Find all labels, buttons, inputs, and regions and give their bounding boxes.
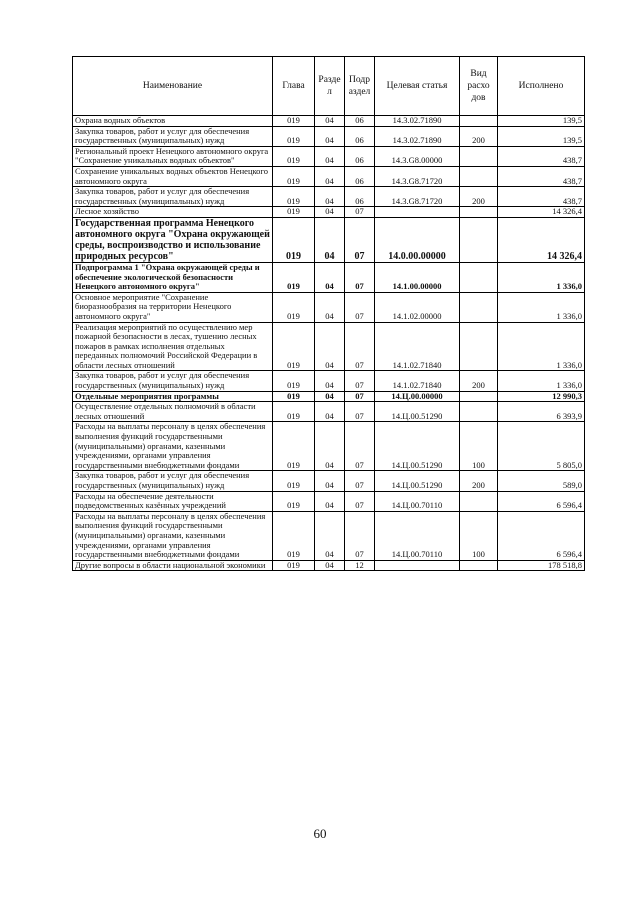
cell-amount: 438,7 (498, 146, 585, 166)
cell-expense-type (460, 166, 498, 186)
cell-amount: 1 336,0 (498, 292, 585, 322)
table-row (73, 187, 585, 207)
page-number: 60 (313, 826, 327, 841)
cell-section: 04 (315, 322, 345, 371)
cell-amount: 6 393,9 (498, 402, 585, 422)
cell-amount: 139,5 (498, 126, 585, 146)
table-row (73, 146, 585, 166)
cell-expense-type (460, 560, 498, 571)
cell-section: 04 (315, 402, 345, 422)
table-row (73, 402, 585, 422)
table-row-program (73, 217, 585, 262)
cell-expense-type: 100 (460, 511, 498, 560)
cell-expense-type: 200 (460, 371, 498, 391)
cell-name: Расходы на выплаты персоналу в целях обеспечения выполнения функций государственными (муниципальными) органами, казенными учреждениями, органами управления государственными внебюджетными фондами (73, 511, 273, 560)
cell-chapter: 019 (273, 491, 315, 511)
cell-name: Осуществление отдельных полномочий в области лесных отношений (73, 402, 273, 422)
cell-chapter: 019 (273, 126, 315, 146)
cell-name: Закупка товаров, работ и услуг для обеспечения государственных (муниципальных) нужд (73, 371, 273, 391)
header-chapter: Глава (273, 57, 315, 116)
cell-amount: 178 518,8 (498, 560, 585, 571)
cell-target: 14.Ц.00.70110 (375, 491, 460, 511)
table-row (73, 371, 585, 391)
cell-target: 14.0.00.00000 (375, 217, 460, 262)
cell-subsection: 07 (345, 292, 375, 322)
cell-chapter: 019 (273, 422, 315, 471)
cell-name: Основное мероприятие "Сохранение биоразнообразия на территории Ненецкого автономного округа" (73, 292, 273, 322)
cell-name: Расходы на выплаты персоналу в целях обеспечения выполнения функций государственными (муниципальными) органами, казенными учреждениями, органами управления государственными внебюджетными фондами (73, 422, 273, 471)
cell-subsection: 07 (345, 391, 375, 402)
cell-target: 14.1.00.00000 (375, 262, 460, 292)
header-expense-type: Вид расхо дов (460, 57, 498, 116)
header-section: Разде л (315, 57, 345, 116)
cell-section: 04 (315, 116, 345, 127)
table-row (73, 292, 585, 322)
cell-name: Государственная программа Ненецкого автономного округа "Охрана окружающей среды, воспроизводство и использование природных ресурсов" (73, 217, 273, 262)
cell-expense-type: 100 (460, 422, 498, 471)
cell-expense-type (460, 322, 498, 371)
cell-name: Реализация мероприятий по осуществлению мер пожарной безопасности в лесах, тушению лесных пожаров в рамках исполнения отдельных переданных полномочий Российской Федерации в области лесных отношений (73, 322, 273, 371)
cell-section: 04 (315, 471, 345, 491)
cell-amount: 589,0 (498, 471, 585, 491)
header-name: Наименование (73, 57, 273, 116)
cell-name: Лесное хозяйство (73, 207, 273, 218)
cell-name: Подпрограмма 1 "Охрана окружающей среды и обеспечение экологической безопасности Ненецкого автономного округа" (73, 262, 273, 292)
table-row (73, 511, 585, 560)
cell-name: Сохранение уникальных водных объектов Ненецкого автономного округа (73, 166, 273, 186)
cell-expense-type (460, 491, 498, 511)
table-row (73, 560, 585, 571)
cell-amount: 6 596,4 (498, 511, 585, 560)
cell-name: Другие вопросы в области национальной экономики (73, 560, 273, 571)
cell-subsection: 12 (345, 560, 375, 571)
cell-target: 14.3.02.71890 (375, 116, 460, 127)
cell-target: 14.1.02.00000 (375, 292, 460, 322)
cell-chapter: 019 (273, 391, 315, 402)
table-row (73, 322, 585, 371)
cell-section: 04 (315, 292, 345, 322)
cell-chapter: 019 (273, 402, 315, 422)
cell-subsection: 07 (345, 511, 375, 560)
cell-subsection: 07 (345, 322, 375, 371)
cell-amount: 6 596,4 (498, 491, 585, 511)
cell-name: Закупка товаров, работ и услуг для обеспечения государственных (муниципальных) нужд (73, 126, 273, 146)
cell-amount: 1 336,0 (498, 371, 585, 391)
cell-subsection: 06 (345, 187, 375, 207)
cell-amount: 1 336,0 (498, 262, 585, 292)
cell-chapter: 019 (273, 471, 315, 491)
cell-expense-type (460, 391, 498, 402)
header-target-article: Целевая статья (375, 57, 460, 116)
cell-section: 04 (315, 391, 345, 402)
cell-section: 04 (315, 146, 345, 166)
cell-expense-type (460, 146, 498, 166)
cell-target: 14.3.G8.00000 (375, 146, 460, 166)
budget-execution-table (72, 56, 585, 571)
cell-chapter: 019 (273, 116, 315, 127)
cell-target: 14.Ц.00.00000 (375, 391, 460, 402)
cell-subsection: 06 (345, 116, 375, 127)
cell-chapter: 019 (273, 166, 315, 186)
cell-target (375, 207, 460, 218)
cell-target: 14.3.G8.71720 (375, 187, 460, 207)
table-row (73, 491, 585, 511)
cell-amount: 438,7 (498, 187, 585, 207)
cell-chapter: 019 (273, 262, 315, 292)
cell-chapter: 019 (273, 217, 315, 262)
cell-expense-type (460, 292, 498, 322)
cell-name: Отдельные мероприятия программы (73, 391, 273, 402)
header-executed: Исполнено (498, 57, 585, 116)
cell-expense-type (460, 116, 498, 127)
cell-name: Охрана водных объектов (73, 116, 273, 127)
cell-target: 14.3.02.71890 (375, 126, 460, 146)
cell-subsection: 06 (345, 146, 375, 166)
table-row (73, 116, 585, 127)
cell-subsection: 07 (345, 491, 375, 511)
cell-subsection: 07 (345, 371, 375, 391)
cell-subsection: 07 (345, 207, 375, 218)
cell-chapter: 019 (273, 146, 315, 166)
table-row-subprogram (73, 262, 585, 292)
cell-subsection: 07 (345, 217, 375, 262)
cell-section: 04 (315, 187, 345, 207)
cell-amount: 1 336,0 (498, 322, 585, 371)
cell-name: Закупка товаров, работ и услуг для обеспечения государственных (муниципальных) нужд (73, 471, 273, 491)
cell-expense-type (460, 402, 498, 422)
cell-subsection: 06 (345, 166, 375, 186)
cell-section: 04 (315, 262, 345, 292)
header-subsection: Подр аздел (345, 57, 375, 116)
cell-amount: 12 990,3 (498, 391, 585, 402)
cell-subsection: 07 (345, 471, 375, 491)
cell-target: 14.Ц.00.51290 (375, 422, 460, 471)
table-row-separate-measures (73, 391, 585, 402)
cell-name: Закупка товаров, работ и услуг для обеспечения государственных (муниципальных) нужд (73, 187, 273, 207)
cell-chapter: 019 (273, 207, 315, 218)
cell-amount: 14 326,4 (498, 217, 585, 262)
cell-name: Расходы на обеспечение деятельности подведомственных казённых учреждений (73, 491, 273, 511)
cell-section: 04 (315, 560, 345, 571)
cell-section: 04 (315, 511, 345, 560)
cell-section: 04 (315, 422, 345, 471)
cell-expense-type: 200 (460, 126, 498, 146)
cell-target: 14.1.02.71840 (375, 322, 460, 371)
cell-target: 14.1.02.71840 (375, 371, 460, 391)
table-row (73, 422, 585, 471)
cell-target: 14.Ц.00.70110 (375, 511, 460, 560)
cell-chapter: 019 (273, 371, 315, 391)
cell-amount: 14 326,4 (498, 207, 585, 218)
cell-expense-type (460, 262, 498, 292)
cell-amount: 5 805,0 (498, 422, 585, 471)
cell-section: 04 (315, 491, 345, 511)
table-header-row (73, 57, 585, 116)
cell-chapter: 019 (273, 511, 315, 560)
cell-target (375, 560, 460, 571)
table-row (73, 166, 585, 186)
cell-expense-type (460, 207, 498, 218)
cell-target: 14.Ц.00.51290 (375, 402, 460, 422)
cell-chapter: 019 (273, 187, 315, 207)
cell-target: 14.3.G8.71720 (375, 166, 460, 186)
cell-chapter: 019 (273, 560, 315, 571)
cell-subsection: 07 (345, 422, 375, 471)
cell-section: 04 (315, 207, 345, 218)
cell-amount: 139,5 (498, 116, 585, 127)
budget-table-container (72, 56, 584, 571)
cell-chapter: 019 (273, 292, 315, 322)
cell-amount: 438,7 (498, 166, 585, 186)
cell-target: 14.Ц.00.51290 (375, 471, 460, 491)
cell-subsection: 07 (345, 262, 375, 292)
cell-section: 04 (315, 371, 345, 391)
table-row (73, 207, 585, 218)
table-row (73, 471, 585, 491)
cell-section: 04 (315, 166, 345, 186)
cell-expense-type: 200 (460, 187, 498, 207)
cell-subsection: 07 (345, 402, 375, 422)
cell-chapter: 019 (273, 322, 315, 371)
cell-expense-type (460, 217, 498, 262)
table-row (73, 126, 585, 146)
cell-expense-type: 200 (460, 471, 498, 491)
cell-name: Региональный проект Ненецкого автономного округа "Сохранение уникальных водных объектов" (73, 146, 273, 166)
cell-section: 04 (315, 126, 345, 146)
cell-subsection: 06 (345, 126, 375, 146)
cell-section: 04 (315, 217, 345, 262)
